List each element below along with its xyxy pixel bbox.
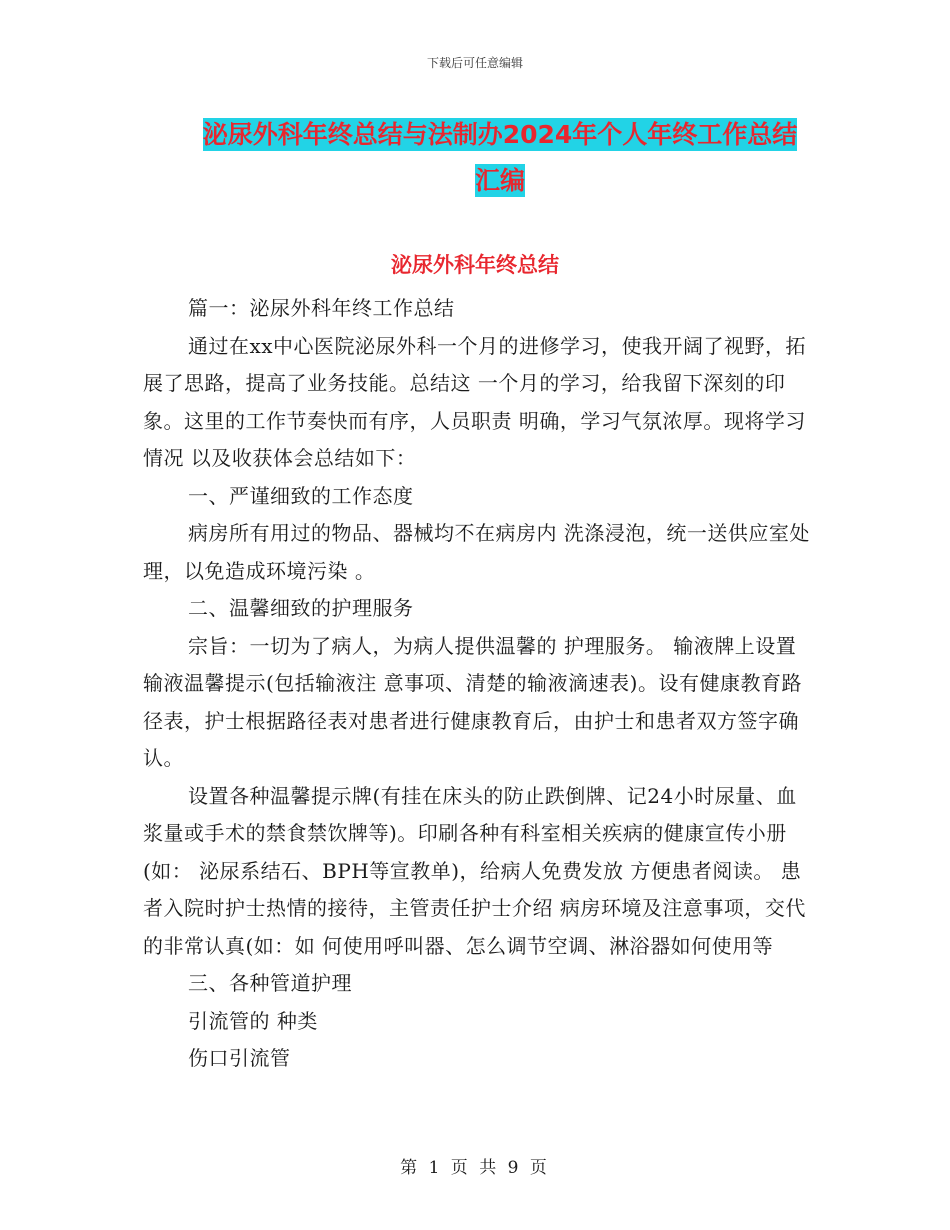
paragraph: 伤口引流管 bbox=[188, 1046, 291, 1070]
title-line-2: 汇编 bbox=[474, 166, 525, 195]
paragraph: 篇一：泌尿外科年终工作总结 bbox=[188, 296, 455, 320]
section-title: 泌尿外科年终总结 bbox=[391, 253, 559, 277]
page-footer: 第 1 页 共 9 页 bbox=[400, 1158, 550, 1178]
heading-item: 一、严谨细致的工作态度 bbox=[188, 483, 414, 508]
paragraph: 宗旨：一切为了病人，为病人提供温馨的 护理服务。 输液牌上设置输液温馨提示(包括输液注 意事项、清楚的输液滴速表)。设有健康教育路径表，护士根据路径表对患者进行健康教育后，由护士和患者双方签字确认。 bbox=[143, 633, 802, 770]
paragraph: 通过在xx中心医院泌尿外科一个月的进修学习，使我开阔了视野，拓展了思路，提高了业务技能。总结这 一个月的学习，给我留下深刻的印象。这里的工作节奏快而有序，人员职责 明确，学习气氛浓厚。现将学习情况 以及收获体会总结如下： bbox=[143, 333, 807, 470]
paragraph: 设置各种温馨提示牌(有挂在床头的防止跌倒牌、记24小时尿量、血浆量或手术的禁食禁饮牌等)。印刷各种有科室相关疾病的健康宣传小册(如： 泌尿系结石、BPH等宣教单)，给病人免费发放 方便患者阅读。 患者入院时护士热情的接待，主管责任护士介绍 病房环境及注意事项，交代的非常认真(如：如 何使用呼叫器、怎么调节空调、淋浴器如何使用等 bbox=[143, 783, 806, 958]
document-title bbox=[170, 112, 830, 204]
heading-item: 三、各种管道护理 bbox=[188, 971, 352, 995]
paragraph: 病房所有用过的物品、器械均不在病房内 洗涤浸泡，统一送供应室处理，以免造成环境污染 。 bbox=[143, 521, 810, 583]
heading-item: 二、温馨细致的护理服务 bbox=[188, 596, 414, 620]
header-note: 下载后可任意编辑 bbox=[426, 56, 523, 70]
document-body bbox=[143, 290, 813, 1078]
paragraph: 引流管的 种类 bbox=[188, 1008, 318, 1033]
title-line-1: 泌尿外科年终总结与法制办2024年个人年终工作总结 bbox=[202, 120, 798, 149]
